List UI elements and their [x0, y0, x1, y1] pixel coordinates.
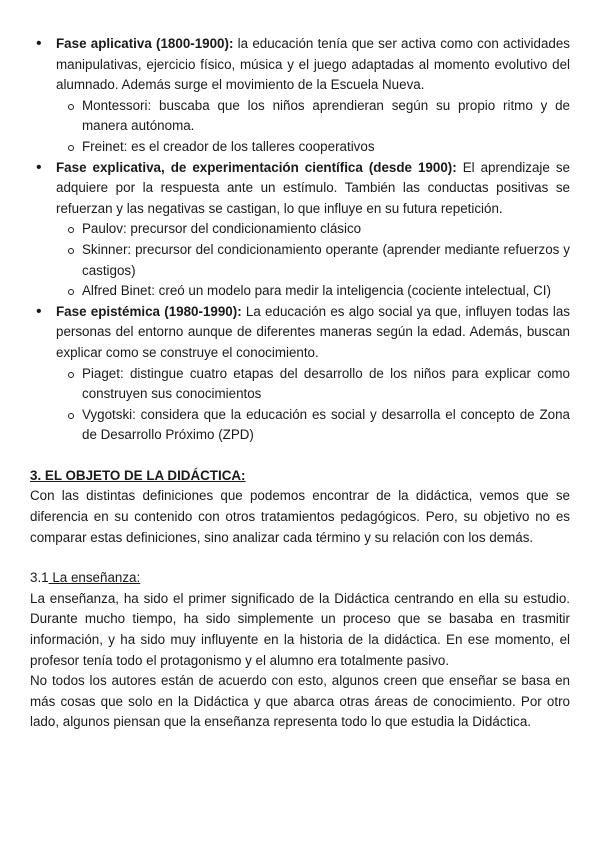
phase-subitem: Paulov: precursor del condicionamiento clásico [56, 219, 570, 240]
phase-item [30, 158, 570, 302]
phase-subitem: Piaget: distingue cuatro etapas del desarrollo de los niños para explicar como construyen sus conocimientos [56, 364, 570, 405]
phase-subitem: Freinet: es el creador de los talleres cooperativos [56, 137, 570, 158]
phase-text: El aprendizaje se adquiere por la respuesta ante un estímulo. También las conductas positivas se refuerzan y las negativas se castigan, lo que influye en su futura repetición. [56, 159, 570, 216]
section-3-1-paragraph-1: La enseñanza, ha sido el primer significado de la Didáctica centrando en ella su estudio. Durante mucho tiempo, ha sido simplemente un proceso que se basaba en trasmitir información, y ha sido muy influyente en la historia de la didáctica. En ese momento, el profesor tenía todo el protagonismo y el alumno era totalmente pasivo. [30, 590, 570, 668]
phase-subitem: Alfred Binet: creó un modelo para medir la inteligencia (cociente intelectual, CI) [56, 281, 570, 302]
phase-sublist [56, 364, 570, 446]
phase-text: La educación es algo social ya que, influyen todas las personas del entorno aunque de diferentes maneras según la edad. Además, buscan explicar como se construye el conocimiento. [56, 303, 570, 360]
phase-title: Fase explicativa, de experimentación científica (desde 1900): [56, 159, 457, 175]
section-3-paragraph: Con las distintas definiciones que podemos encontrar de la didáctica, vemos que se diferencia en su contenido con otros tratamientos pedagógicos. Pero, su objetivo no es comparar estas definiciones, sino analizar cada término y su relación con los demás. [30, 488, 570, 545]
phase-subitem: Vygotski: considera que la educación es social y desarrolla el concepto de Zona de Desarrollo Próximo (ZPD) [56, 405, 570, 446]
section-3-1-paragraph-2: No todos los autores están de acuerdo con esto, algunos creen que enseñar se basa en más cosas que solo en la Didáctica y que abarca otras áreas de conocimiento. Por otro lado, algunos piensan que la enseñanza representa todo lo que estudia la Didáctica. [30, 673, 570, 730]
phase-title: Fase aplicativa (1800-1900): [56, 36, 234, 51]
phase-sublist [56, 219, 570, 301]
phase-subitem: Montessori: buscaba que los niños aprendieran según su propio ritmo y de manera autónoma. [56, 96, 570, 137]
phase-sublist [56, 96, 570, 158]
phase-text: la educación tenía que ser activa como con actividades manipulativas, ejercicio físico, música y el juego adaptadas al momento evolutivo del alumnado. Además surge el movimiento de la Escuela Nueva. [56, 36, 570, 93]
phase-title: Fase epistémica (1980-1990): [56, 303, 242, 319]
section-3-1-heading [30, 568, 570, 589]
phases-list [30, 34, 570, 446]
phase-subitem: Skinner: precursor del condicionamiento operante (aprender mediante refuerzos y castigos) [56, 240, 570, 281]
section-3-1-title: La enseñanza: [48, 570, 141, 586]
phase-item [30, 302, 570, 446]
section-3-1-number: 3.1 [30, 570, 49, 586]
phase-item [30, 34, 570, 158]
section-3-title: 3. EL OBJETO DE LA DIDÁCTICA: [30, 467, 246, 483]
